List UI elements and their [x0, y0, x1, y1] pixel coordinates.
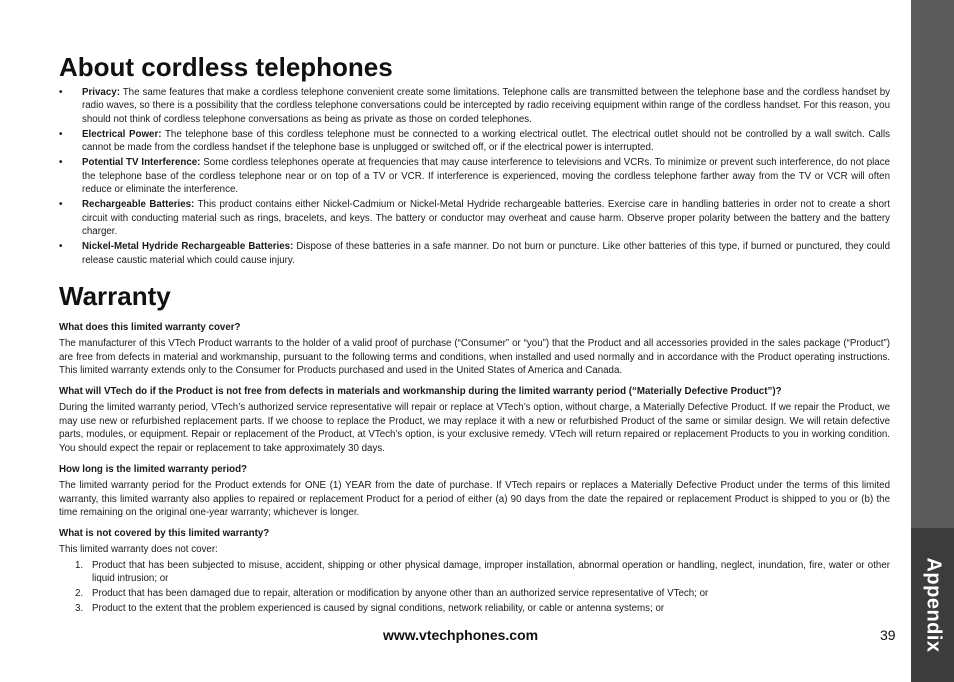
list-item	[59, 559, 890, 586]
bullet-term: Potential TV Interference:	[82, 157, 201, 169]
bullet-term: Rechargeable Batteries:	[82, 199, 195, 211]
about-bullet-list	[59, 86, 890, 267]
list-item	[59, 587, 890, 600]
list-item	[59, 602, 890, 615]
bullet-item: • Potential TV Interference: Some cordless telephones operate at frequencies that may cause interference to televisions and VCRs. To minimize or prevent such interference, do not place the telephone base of the cordless telephone near or on top of a TV or VCR. If interference is experienced, moving the cordless telephone farther away from the TV or VCR will often reduce or eliminate the interference.	[59, 157, 891, 196]
warranty-question: What will VTech do if the Product is not free from defects in materials and workmanship during the limited warranty period (“Materially Defective Product”)?	[59, 385, 782, 397]
list-text: Product to the extent that the problem experienced is caused by signal conditions, network reliability, or cable or antenna systems; or	[92, 603, 665, 615]
bullet-text: The same features that make a cordless telephone convenient create some limitations. Telephone calls are transmitted between the telephone base and the cordless handset by radio waves, so there is a possibility that the cordless telephone conversations could be intercepted by radio receiving equipment within range of the cordless handset. For this reason, you should not think of cordless telephone conversations as being as private as those on corded telephones.	[82, 87, 890, 125]
warranty-question: What does this limited warranty cover?	[59, 321, 241, 333]
warranty-answer: This limited warranty does not cover:	[59, 543, 218, 555]
bullet-term: Privacy:	[82, 87, 120, 98]
warranty-heading: Warranty	[59, 280, 171, 311]
bullet-item: • Electrical Power: The telephone base of this cordless telephone must be connected to a working electrical outlet. The electrical outlet should not be controlled by a wall switch. Calls cannot be made from the cordless handset if the telephone base is unplugged or switched off, or if the electrical power is interrupted.	[59, 128, 890, 154]
warranty-answer: The manufacturer of this VTech Product warrants to the holder of a valid proof of purchase (“Consumer” or “you”) that the Product and all accessories provided in the sales package (“Product”) are free from defects in material and workmanship, pursuant to the following terms and conditions, when installed and used normally and in accordance with the Product operating instructions. This limited warranty extends only to the Consumer for Products purchased and used in the United States of America and Canada.	[59, 338, 890, 377]
page-content	[59, 48, 890, 618]
bullet-text: Some cordless telephones operate at frequencies that may cause interference to televisions and VCRs. To minimize or prevent such interference, do not place the telephone base of the cordless telephone near or on top of a TV or VCR. If interference is experienced, moving the cordless telephone farther away from the TV or VCR will often reduce or eliminate the interference.	[82, 157, 891, 196]
warranty-answer: The limited warranty period for the Product extends for ONE (1) YEAR from the date of purchase. If VTech repairs or replaces a Materially Defective Product under the terms of this limited warranty, this limited warranty also applies to repaired or replacement Product for a period of either (a) 90 days from the date the repaired or replacement Product is shipped to you or (b) the time remaining on the original one-year warranty; whichever is longer.	[59, 479, 890, 519]
about-heading: About cordless telephones	[59, 52, 393, 82]
list-number: 3.	[75, 603, 84, 615]
warranty-question: How long is the limited warranty period?	[59, 463, 247, 475]
bullet-text: The telephone base of this cordless telephone must be connected to a working electrical outlet. The electrical outlet should not be controlled by a wall switch. Calls cannot be made from the cordless handset if the telephone base is unplugged or switched off, or if the electrical power is interrupted.	[82, 128, 890, 154]
sidebar	[911, 0, 954, 682]
bullet-term: Electrical Power:	[82, 128, 162, 140]
list-number: 2.	[75, 588, 84, 600]
warranty-question: What is not covered by this limited warranty?	[59, 527, 270, 539]
bullet-term: Nickel-Metal Hydride Rechargeable Batteries:	[82, 241, 294, 253]
exclusion-list	[59, 559, 890, 616]
list-text: Product that has been damaged due to repair, alteration or modification by anyone other than an authorized service representative of VTech; or	[92, 588, 709, 600]
bullet-text: This product contains either Nickel-Cadmium or Nickel-Metal Hydride rechargeable batteries. Exercise care in handling batteries in order not to create a short circuit with conducting material such as rings, bracelets, and keys. The battery or conductor may overheat and cause harm. Observe proper polarity between the battery and the battery charger.	[82, 199, 890, 237]
bullet-item: • Nickel-Metal Hydride Rechargeable Batteries: Dispose of these batteries in a safe manner. Do not burn or puncture. Like other batteries of this type, if burned or punctured, they could release caustic material which could cause injury.	[59, 241, 890, 266]
list-number: 1.	[75, 559, 84, 571]
page-number: 39	[880, 627, 896, 643]
appendix-tab[interactable]	[911, 528, 954, 682]
appendix-tab-label: Appendix	[922, 557, 944, 653]
list-text: Product that has been subjected to misuse, accident, shipping or other physical damage, improper installation, abnormal operation or handling, neglect, inundation, fire, water or other liquid intrusion; or	[92, 559, 890, 584]
bullet-item: • Privacy: The same features that make a cordless telephone convenient create some limitations. Telephone calls are transmitted between the telephone base and the cordless handset by radio waves, so there is a possibility that the cordless telephone conversations could be intercepted by radio receiving equipment within range of the cordless handset. For this reason, you should not think of cordless telephone conversations as being as private as those on corded telephones.	[59, 87, 890, 125]
bullet-text: Dispose of these batteries in a safe manner. Do not burn or puncture. Like other batteries of this type, if burned or punctured, they could release caustic material which could cause injury.	[82, 241, 890, 266]
bullet-item: • Rechargeable Batteries: This product contains either Nickel-Cadmium or Nickel-Metal Hydride rechargeable batteries. Exercise care in handling batteries in order not to create a short circuit with conducting material such as rings, bracelets, and keys. The battery or conductor may overheat and cause harm. Observe proper polarity between the battery and the battery charger.	[59, 199, 890, 237]
warranty-answer: During the limited warranty period, VTech’s authorized service representative will repair or replace at VTech’s option, without charge, a Materially Defective Product. If we repair the Product, we may use new or refurbished replacement parts. If we choose to replace the Product, we may replace it with a new or refurbished Product of the same or similar design. We will retain defective parts, modules, or equipment. Repair or replacement of the Product, at VTech’s option, is your exclusive remedy. VTech will return repaired or replacement Products to you in working condition. You should expect the repair or replacement to take approximately 30 days.	[59, 402, 890, 455]
website-link[interactable]: www.vtechphones.com	[383, 627, 539, 643]
